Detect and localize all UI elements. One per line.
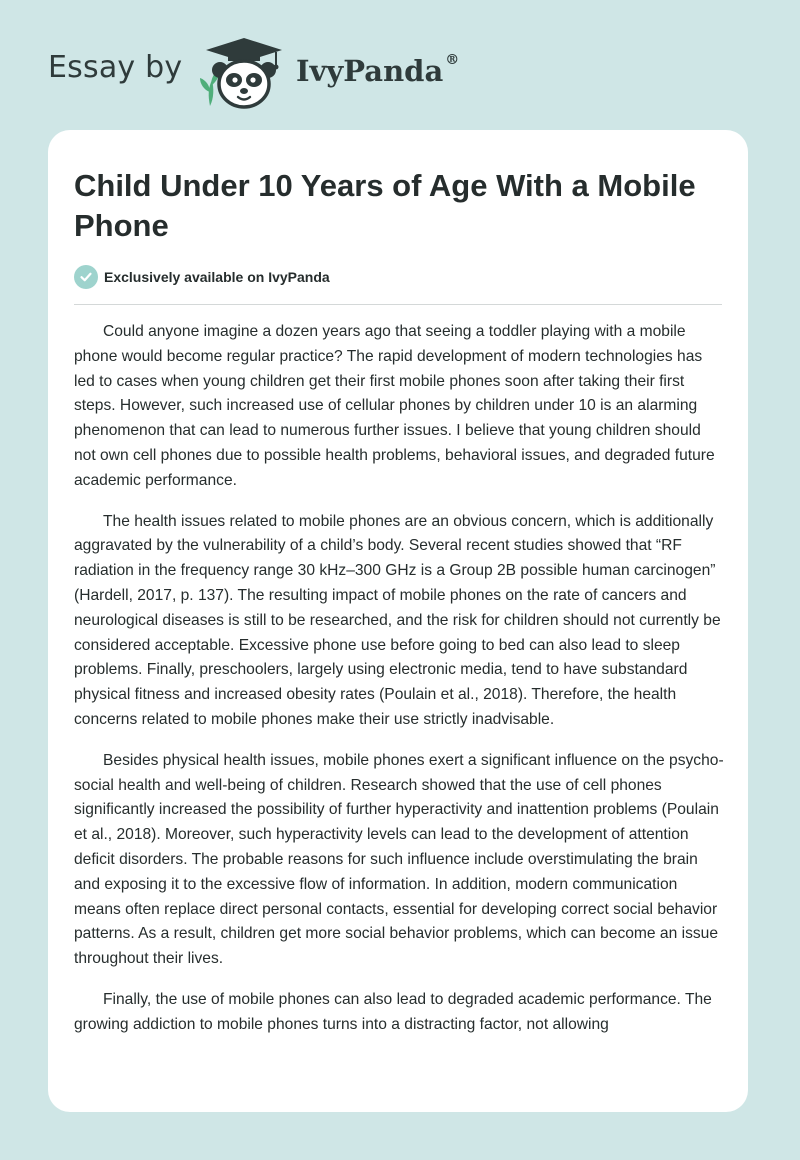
check-circle-icon [74, 265, 98, 289]
divider [74, 304, 722, 305]
panda-mascot-icon[interactable] [196, 36, 292, 112]
paragraph: Could anyone imagine a dozen years ago that seeing a toddler playing with a mobile phone would become regular practice? The rapid development of modern technologies has led to cases when young children get their first mobile phones soon after taking their first steps. However, such increased use of cellular phones by children under 10 is an alarming phenomenon that can lead to numerous further issues. I believe that young children should not own cell phones due to possible health problems, behavioral issues, and degraded future academic performance. [74, 323, 715, 489]
exclusive-badge-label: Exclusively available on IvyPanda [104, 269, 330, 285]
paragraph: Besides physical health issues, mobile phones exert a significant influence on the psycho-social health and well-being of children. Research showed that the use of cell phones significantly increased the possibility of further hyperactivity and inattention problems (Poulain et al., 2018). Moreover, such hyperactivity levels can lead to the development of attention deficit disorders. The probable reasons for such influence include overstimulating the brain and exposing it to the excessive flow of information. In addition, modern communication means often replace direct personal contacts, essential for developing correct social behavior patterns. As a result, children get more social behavior problems, which can become an issue throughout their lives. [74, 751, 724, 968]
essay-body [74, 320, 724, 1064]
brand-name: IvyPanda [296, 54, 444, 88]
essay-title: Child Under 10 Years of Age With a Mobile Phone [74, 168, 696, 243]
essay-card [48, 130, 748, 1112]
site-header [0, 0, 800, 120]
essay-by-label: Essay by [48, 50, 183, 85]
registered-mark: ® [445, 52, 460, 68]
exclusive-badge [74, 264, 330, 290]
paragraph: The health issues related to mobile phones are an obvious concern, which is additionally aggravated by the vulnerability of a child’s body. Several recent studies showed that “RF radiation in the frequency range 30 kHz–300 GHz is a Group 2B possible human carcinogen” (Hardell, 2017, p. 137). The resulting impact of mobile phones on the rate of cancers and neurological diseases is still to be researched, and the risk for children should not currently be considered acceptable. Excessive phone use before going to bed can also lead to sleep problems. Finally, preschoolers, largely using electronic media, tend to have substandard physical fitness and increased obesity rates (Poulain et al., 2018). Therefore, the health concerns related to mobile phones make their use strictly inadvisable. [74, 512, 721, 728]
brand-logotype[interactable] [296, 54, 459, 88]
paragraph: Finally, the use of mobile phones can also lead to degraded academic performance. The growing addiction to mobile phones turns into a distracting factor, not allowing [74, 990, 712, 1033]
